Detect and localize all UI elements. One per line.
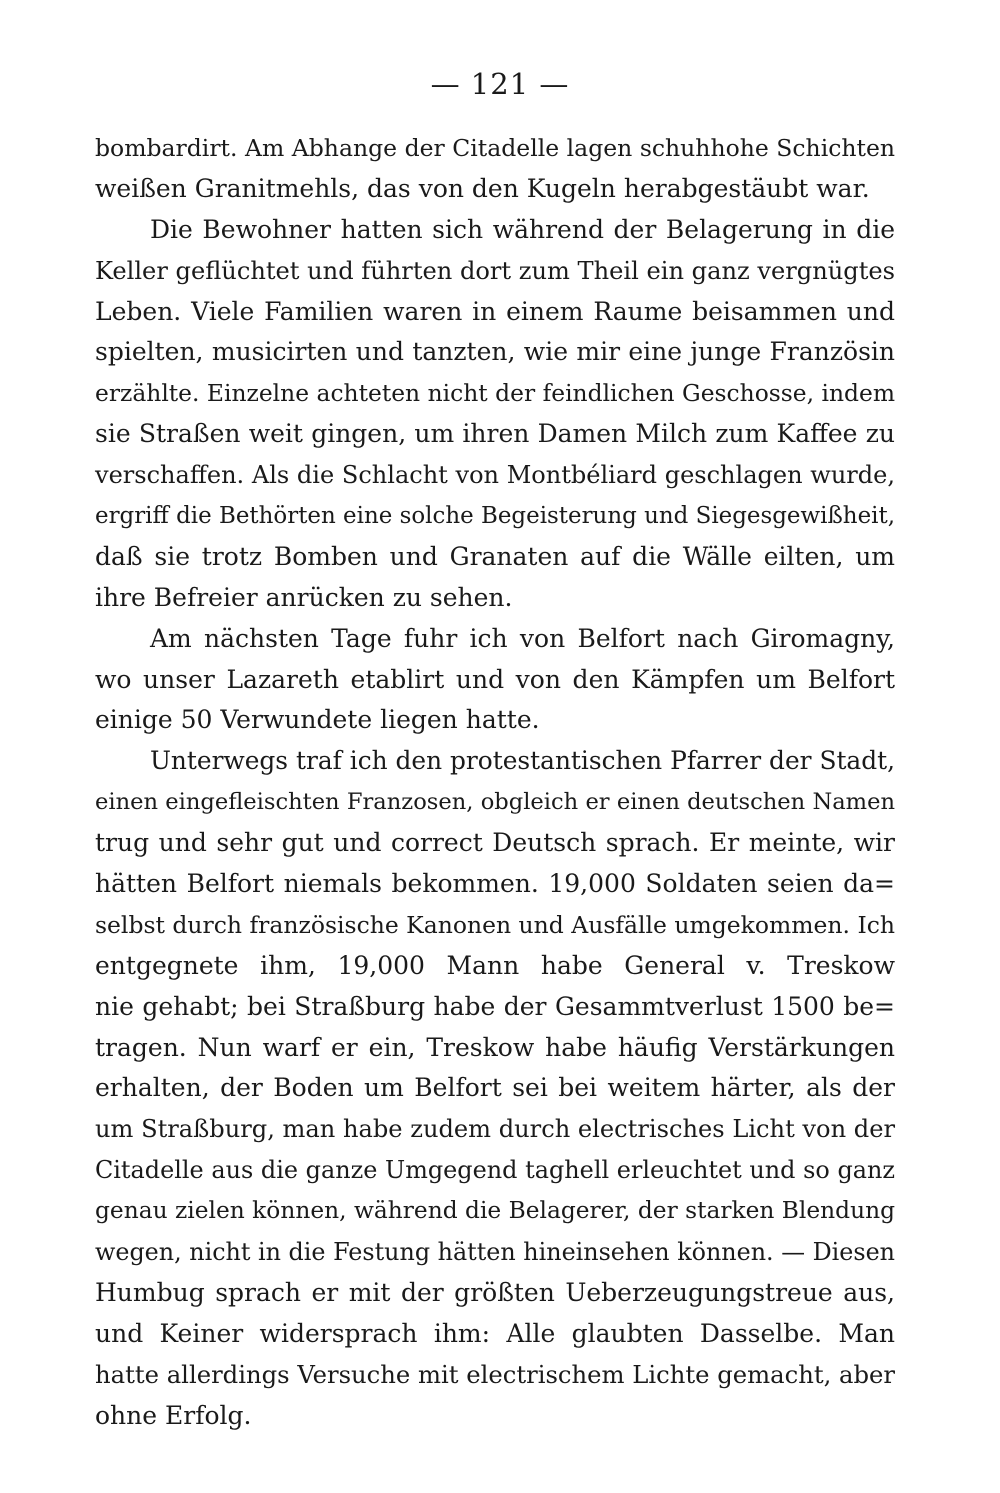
text-line: Keller geflüchtet und führten dort zum Theil ein ganz vergnügtes	[95, 256, 896, 285]
text-line: wo unser Lazareth etablirt und von den Kämpfen um Belfort	[95, 664, 895, 694]
text-line: Am nächsten Tage fuhr ich von Belfort nach Giromagny,	[150, 623, 895, 653]
text-line: wegen, nicht in die Festung hätten hineinsehen können. — Diesen	[95, 1238, 895, 1267]
text-line: verschaffen. Als die Schlacht von Montbéliard geschlagen wurde,	[95, 461, 895, 490]
text-line: ihre Befreier anrücken zu sehen.	[95, 582, 513, 612]
text-line: einen eingefleischten Franzosen, obgleich er einen deutschen Namen	[95, 789, 895, 816]
text-line: tragen. Nun warf er ein, Treskow habe häufig Verstärkungen	[95, 1032, 895, 1062]
text-line: erzählte. Einzelne achteten nicht der feindlichen Geschosse, indem	[95, 379, 895, 408]
text-line: ergriff die Bethörten eine solche Begeisterung und Siegesgewißheit,	[95, 503, 895, 530]
body-text	[95, 128, 895, 1437]
text-line: selbst durch französische Kanonen und Ausfälle umgekommen. Ich	[95, 910, 895, 939]
text-line: Humbug sprach er mit der größten Ueberzeugungstreue aus,	[95, 1277, 895, 1307]
text-line: um Straßburg, man habe zudem durch electrisches Licht von der	[95, 1115, 895, 1144]
text-line: und Keiner widersprach ihm: Alle glaubten Dasselbe. Man	[95, 1318, 895, 1348]
text-line: Citadelle aus die ganze Umgegend taghell erleuchtet und so ganz	[95, 1156, 895, 1185]
text-line: genau zielen können, während die Belagerer, der starken Blendung	[95, 1197, 895, 1225]
text-line: Unterwegs traf ich den protestantischen Pfarrer der Stadt,	[150, 746, 895, 776]
page-number: — 121 —	[430, 67, 570, 101]
text-line: Leben. Viele Familien waren in einem Raume beisammen und	[95, 296, 895, 326]
text-line: hatte allerdings Versuche mit electrischem Lichte gemacht, aber	[95, 1359, 895, 1389]
text-line: einige 50 Verwundete liegen hatte.	[95, 705, 540, 735]
text-line: trug und sehr gut und correct Deutsch sprach. Er meinte, wir	[95, 828, 895, 858]
text-line: ohne Erfolg.	[95, 1400, 252, 1430]
text-line: sie Straßen weit gingen, um ihren Damen Milch zum Kaffee zu	[95, 419, 895, 449]
text-line: entgegnete ihm, 19,000 Mann habe General v. Treskow	[95, 950, 895, 980]
text-line: bombardirt. Am Abhange der Citadelle lagen schuhhohe Schichten	[95, 134, 895, 162]
text-line: erhalten, der Boden um Belfort sei bei weitem härter, als der	[95, 1073, 895, 1103]
text-line: daß sie trotz Bomben und Granaten auf die Wälle eilten, um	[95, 541, 895, 571]
text-line: spielten, musicirten und tanzten, wie mir eine junge Französin	[95, 337, 895, 367]
text-line: nie gehabt; bei Straßburg habe der Gesammtverlust 1500 be=	[95, 991, 895, 1021]
text-line: hätten Belfort niemals bekommen. 19,000 Soldaten seien da=	[95, 869, 895, 899]
text-line: weißen Granitmehls, das von den Kugeln herabgestäubt war.	[95, 173, 870, 203]
text-line: Die Bewohner hatten sich während der Belagerung in die	[150, 214, 895, 244]
